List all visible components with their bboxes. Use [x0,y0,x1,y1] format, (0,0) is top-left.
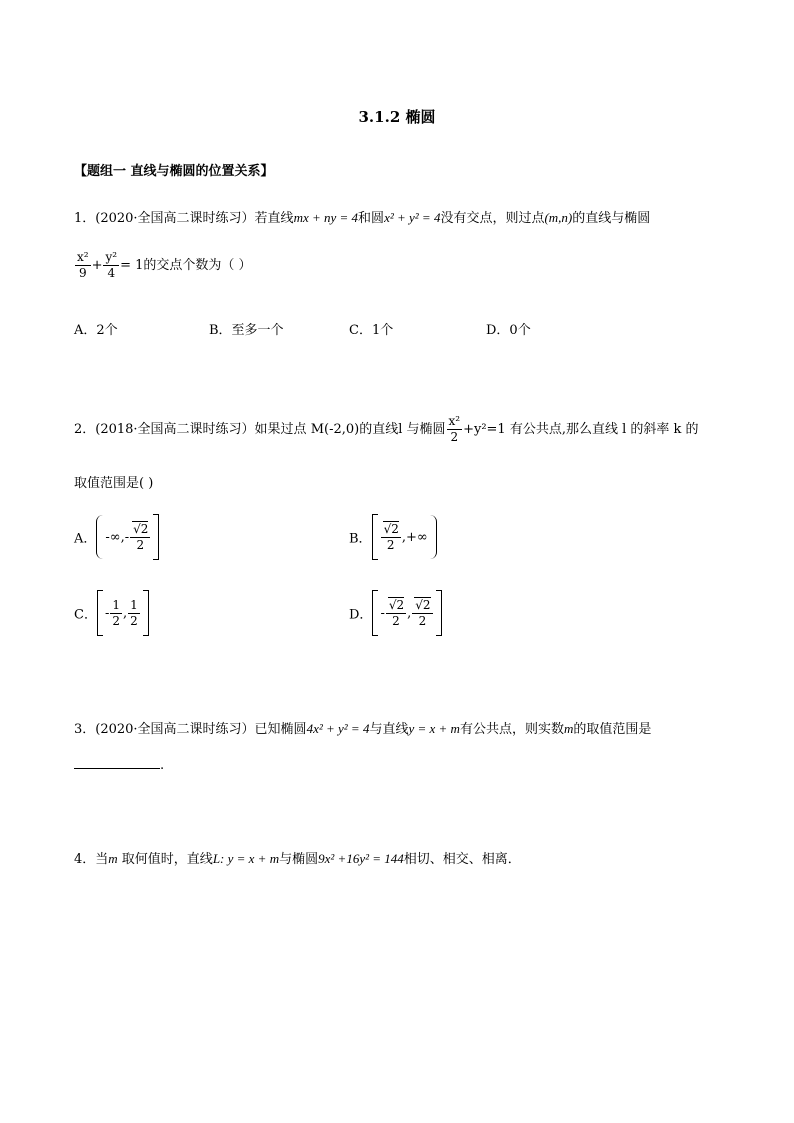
q4-mid2: 与椭圆 [279,852,319,867]
q4-prefix: 4．当 [74,852,109,867]
question-3-line-2 [74,756,164,773]
q3-mid2: 有公共点，则实数 [459,722,564,737]
q1-fraction-x: $\frac{\text{x²}}{9}$ [77,250,89,280]
q1-line2-suffix: = 1的交点个数为（ ） [120,258,252,273]
q3-line-equation: y = x + m [408,721,460,736]
q2-option-b: B． $\frac{√2}{2}$ ,+∞ [349,514,437,560]
q3-mid: 与直线 [369,722,409,737]
q1-option-b: B．至多一个 [209,323,284,338]
q3-var: m [563,721,574,736]
question-3-line-1 [74,718,651,737]
q1-point: (m,n) [544,210,573,225]
q2-option-d: D． - $\frac{√2}{2}$ , $\frac{√2}{2}$ [349,590,442,636]
q1-plus: + [91,258,103,273]
q3-ellipse-equation: 4x² + y² = 4 [306,721,370,736]
page-title: 3.1.2 椭圆 [358,108,436,126]
q1-circle-equation: x² + y² = 4 [384,210,441,225]
q1-prefix: 1．(2020·全国高二课时练习）若直线 [74,211,294,226]
q4-var: m [108,851,118,866]
q1-fraction-y: $\frac{\text{y²}}{4}$ [105,250,118,280]
q3-prefix: 3．(2020·全国高二课时练习）已知椭圆 [74,722,307,737]
q2-fraction: $\frac{\text{x²}}{2}$ [448,414,461,444]
q3-answer-blank[interactable] [74,756,160,769]
q4-mid: 取何值时，直线 [117,852,213,867]
q2-option-a: A． -∞,- $\frac{√2}{2}$ [74,514,159,560]
question-2-line-2: 取值范围是( ) [74,476,154,491]
q1-mid2: 没有交点，则过点 [440,211,545,226]
q3-suffix: 的取值范围是 [573,722,652,737]
q1-line-equation: mx + ny = 4 [293,210,359,225]
question-1-line-2 [74,250,252,281]
q2-option-c: C． - $\frac{1}{2}$ , $\frac{1}{2}$ [74,590,149,636]
q4-line-equation: L: y = x + m [212,851,280,866]
question-4-line-1 [74,848,521,867]
question-1-line-1 [74,207,650,226]
q1-option-d: D．0个 [486,323,531,338]
q4-ellipse-equation: 9x² +16y² = 144 [318,851,404,866]
question-2-line-1 [74,414,699,445]
q3-tail: . [160,758,165,773]
q1-suffix: 的直线与椭圆 [572,211,651,226]
q1-option-a: A．2个 [74,323,118,338]
q1-option-c: C．1个 [349,323,394,338]
q4-suffix: 相切、相交、相离． [403,852,521,867]
section-heading: 【题组一 直线与椭圆的位置关系】 [74,164,274,179]
q2-prefix: 2．(2018·全国高二课时练习）如果过点 M(-2,0)的直线l 与椭圆 [74,422,446,437]
q1-mid: 和圆 [358,211,385,226]
q2-suffix: +y²=1 有公共点,那么直线 l 的斜率 k 的 [463,422,699,437]
